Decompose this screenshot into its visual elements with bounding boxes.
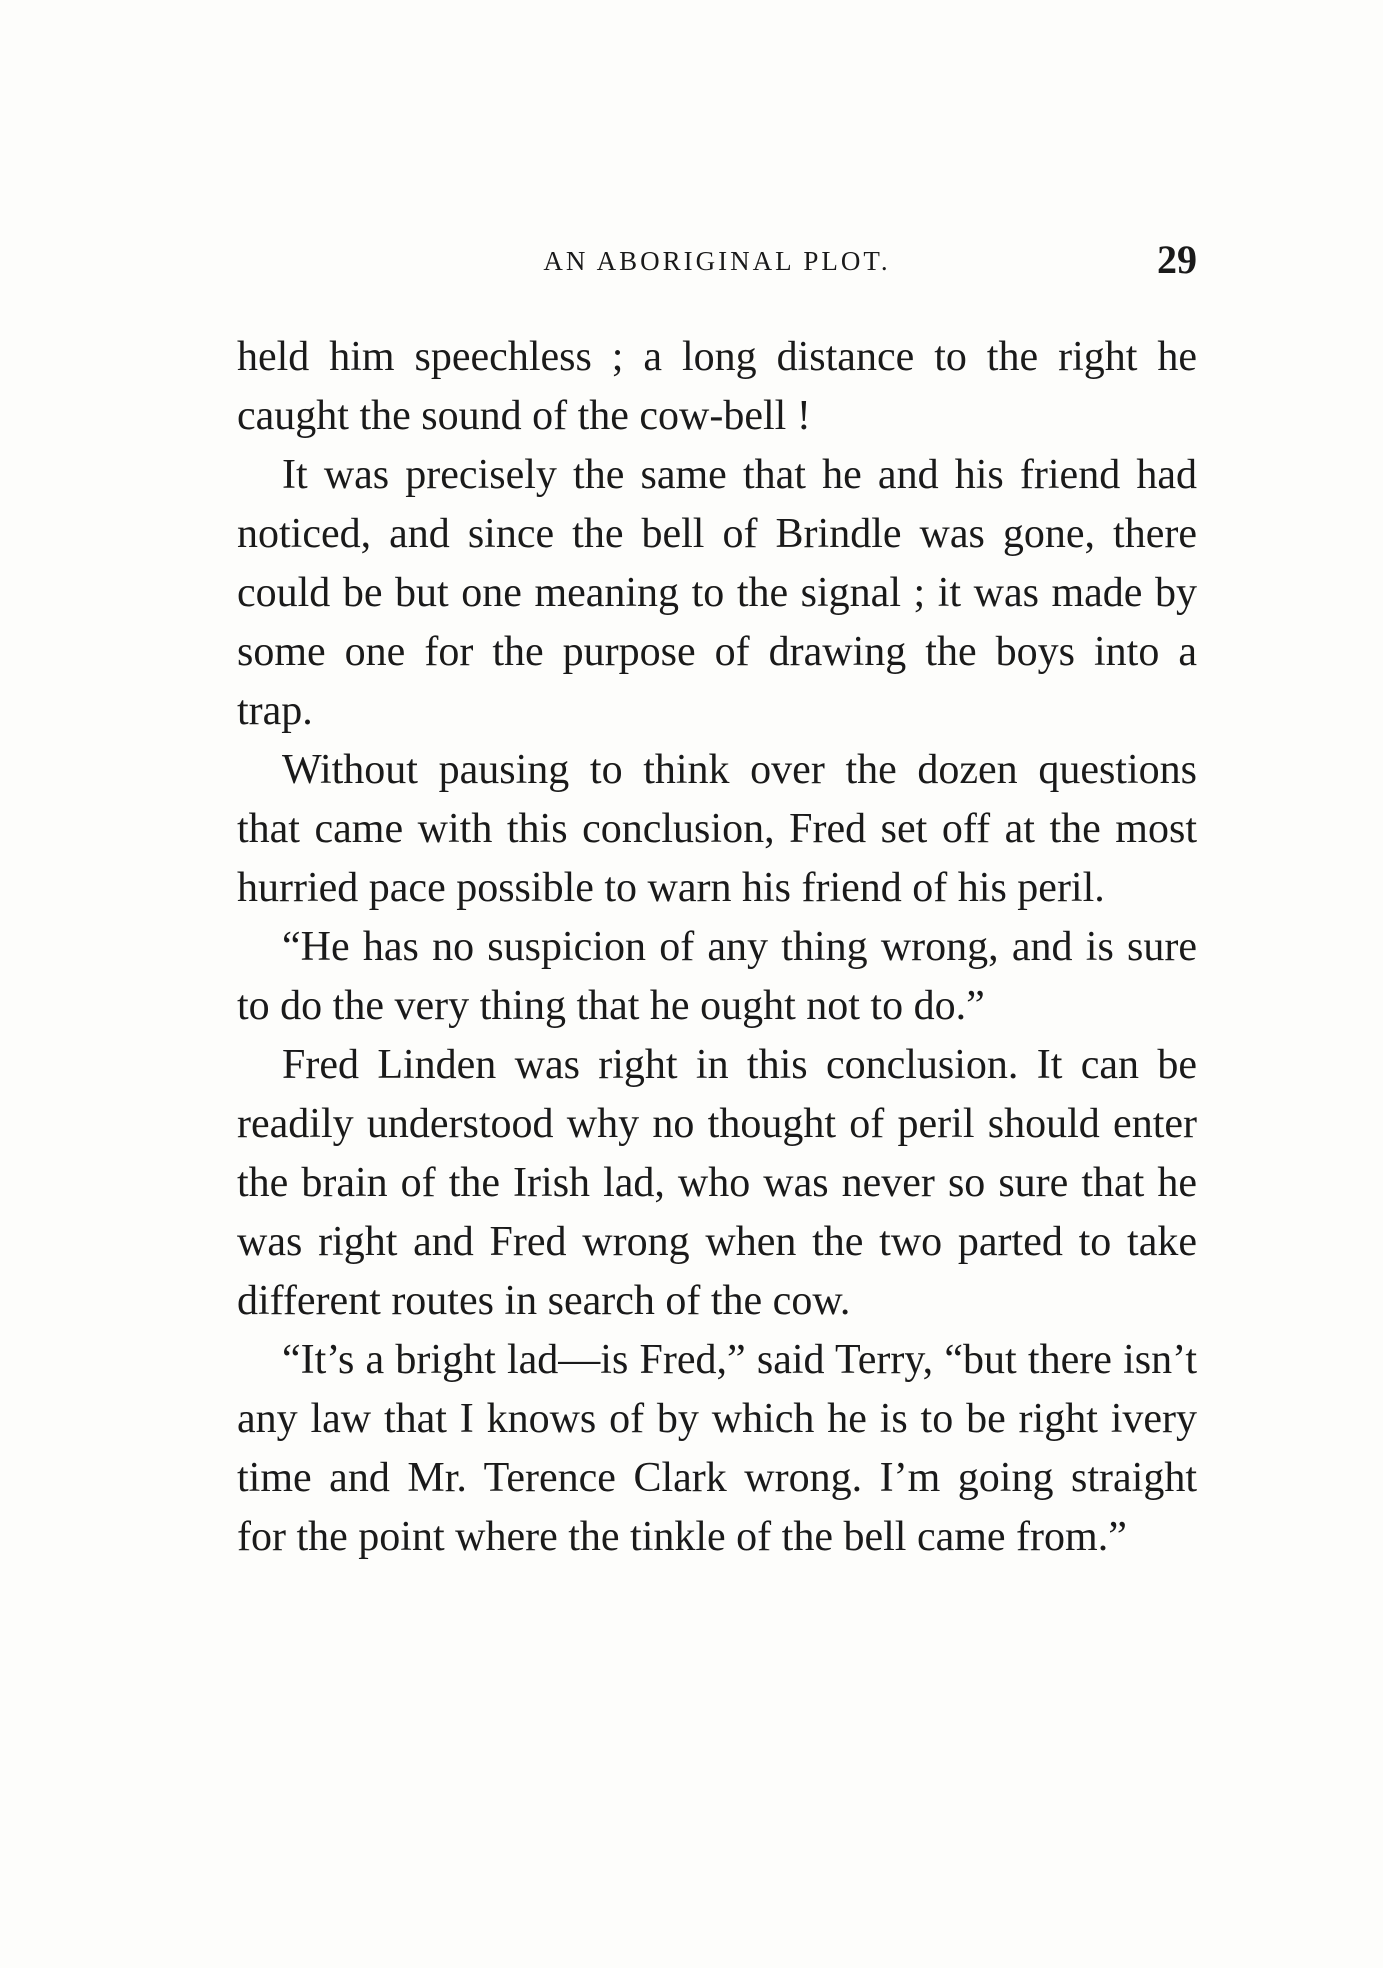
paragraph-2: It was precisely the same that he and his friend had noticed, and since the bell of Brindle was gone, there could be but one meaning to the signal ; it was made by some one for the purpose of drawing the boys into a trap. <box>237 452 1197 734</box>
body-text <box>237 328 1197 1567</box>
paragraph-4: “He has no suspicion of any thing wrong, and is sure to do the very thing that he ought not to do.” <box>237 924 1197 1029</box>
paragraph-1: held him speechless ; a long distance to the right he caught the sound of the cow-bell ! <box>237 334 1197 439</box>
paragraph-6: “It’s a bright lad—is Fred,” said Terry, “but there isn’t any law that I knows of by which he is to be right ivery time and Mr. Terence Clark wrong. I’m going straight for the point where the tinkle of the bell came from.” <box>237 1337 1197 1560</box>
page-number: 29 <box>1157 237 1197 282</box>
page-header <box>237 236 1197 296</box>
paragraph-5: Fred Linden was right in this conclusion. It can be readily understood why no thought of peril should enter the brain of the Irish lad, who was never so sure that he was right and Fred wrong when the two parted to take different routes in search of the cow. <box>237 1042 1197 1324</box>
running-head: AN ABORIGINAL PLOT. <box>543 246 891 276</box>
paragraph-3: Without pausing to think over the dozen questions that came with this conclusion, Fred set off at the most hurried pace possible to warn his friend of his peril. <box>237 747 1197 911</box>
